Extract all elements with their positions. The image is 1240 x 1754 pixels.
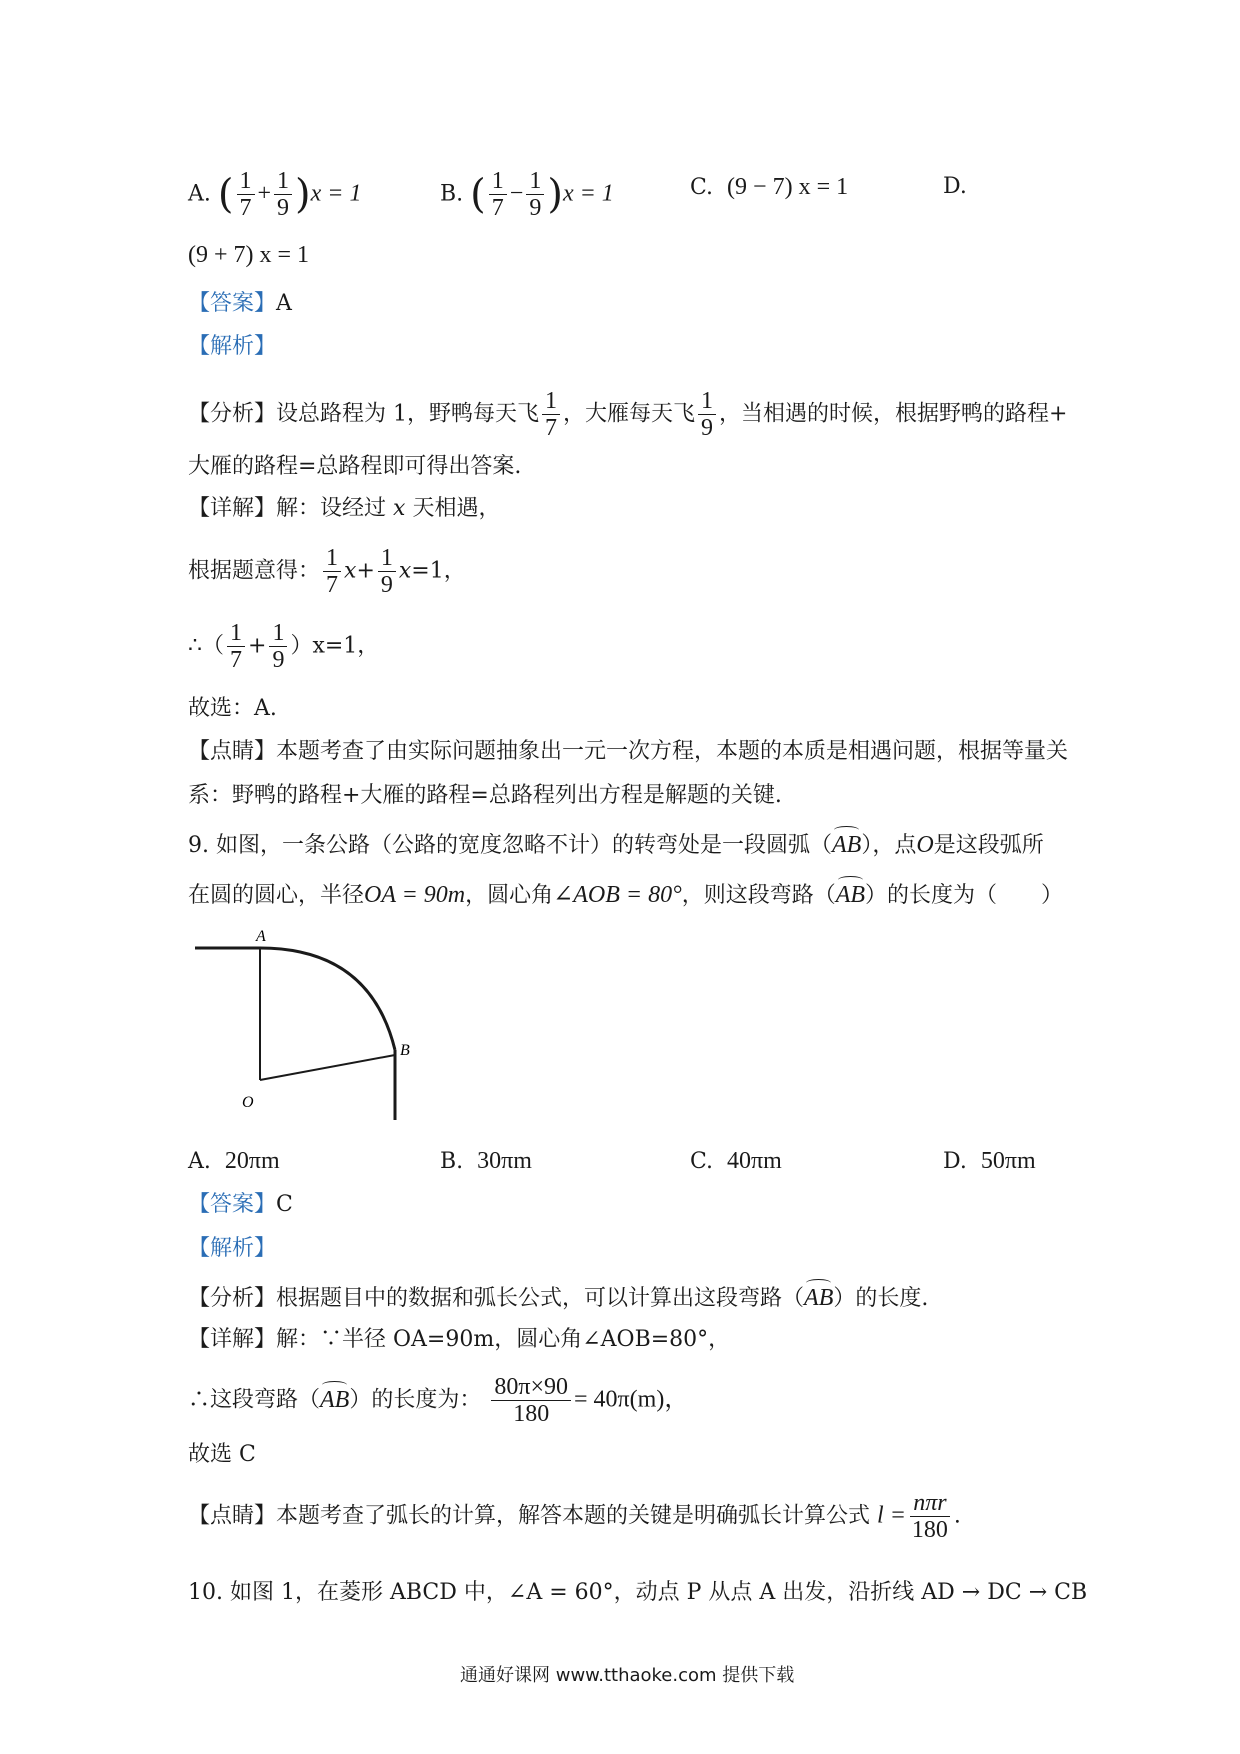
q9-option-d: D. 50πm xyxy=(943,1148,1036,1174)
q8-xiangjie: 【详解】解：设经过 x 天相遇， xyxy=(188,496,501,521)
q9-option-b: B. 30πm xyxy=(440,1148,532,1174)
q8-option-d-expr: (9 + 7) x = 1 xyxy=(188,242,310,268)
q8-dianjing: 【点睛】本题考查了由实际问题抽象出一元一次方程，本题的本质是相遇问题，根据等量关 xyxy=(188,739,1069,764)
q9-fenxi: 【分析】根据题目中的数据和弧长公式，可以计算出这段弯路（AB）的长度. xyxy=(188,1285,929,1311)
q9-calculation: ∴这段弯路（AB）的长度为： $\frac{80\pi\times 90}{180}$ = 40π(m)， xyxy=(188,1374,689,1427)
q8-answer: 【答案】A xyxy=(188,291,292,316)
label-b: B xyxy=(400,1042,410,1059)
footer-text: 通通好课网 www.tthaoke.com 提供下载 xyxy=(460,1665,795,1686)
label-o: O xyxy=(242,1094,254,1111)
radius-ob xyxy=(260,1055,395,1080)
q8-fenxi-line2: 大雁的路程=总路程即可得出答案. xyxy=(188,454,522,479)
q8-option-c: C. (9 − 7) x = 1 xyxy=(690,174,849,200)
q8-equation-2: ∴（ $\frac{1}{7}$ + $\frac{1}{9}$ ）x=1， xyxy=(188,620,380,673)
q9-guxuan: 故选 C xyxy=(188,1442,256,1467)
q8-dianjing-line2: 系：野鸭的路程+大雁的路程=总路程列出方程是解题的关键. xyxy=(188,783,782,808)
q9-dianjing: 【点睛】本题考查了弧长的计算，解答本题的关键是明确弧长计算公式 l = $\frac{\text{nπr}}{180}$ . xyxy=(188,1490,961,1543)
q8-guxuan: 故选：A. xyxy=(188,696,277,721)
arc-ab xyxy=(260,948,395,1050)
q10-stem: 10. 如图 1，在菱形 ABCD 中，∠A = 60°，动点 P 从点 A 出发，沿折线 AD → DC → CB xyxy=(188,1580,1088,1605)
q9-option-c: C. 40πm xyxy=(690,1148,782,1174)
q9-road-figure xyxy=(190,925,440,1135)
label-a: A xyxy=(256,928,266,945)
q8-option-a: A. ( $\frac{1}{7}$ + $\frac{1}{9}$ )x = 1 xyxy=(188,168,362,221)
q8-option-b: B. ( $\frac{1}{7}$ − $\frac{1}{9}$ )x = 1 xyxy=(440,168,614,221)
q8-jiexi-label: 【解析】 xyxy=(188,334,277,359)
q9-xiangjie: 【详解】解：∵半径 OA=90m，圆心角∠AOB=80°， xyxy=(188,1327,731,1352)
q9-option-a: A. 20πm xyxy=(188,1148,280,1174)
q8-fenxi: 【分析】设总路程为 1，野鸭每天飞 $\frac{1}{7}$ ，大雁每天飞 $\frac{1}{9}$ ，当相遇的时候，根据野鸭的路程+ xyxy=(188,388,1068,441)
q9-answer: 【答案】C xyxy=(188,1192,293,1217)
q9-stem-line2: 在圆的圆心，半径OA = 90m，圆心角∠AOB = 80°，则这段弯路（AB）的长度为（ ） xyxy=(188,882,1064,908)
q9-jiexi-label: 【解析】 xyxy=(188,1236,277,1261)
q8-equation-1: 根据题意得： $\frac{1}{7}$ x+ $\frac{1}{9}$ x=1， xyxy=(188,545,466,598)
q8-option-d-letter: D. xyxy=(943,174,967,199)
option-letter: A. xyxy=(188,181,211,207)
q9-stem-line1: 9. 如图，一条公路（公路的宽度忽略不计）的转弯处是一段圆弧（AB），点O是这段弧所 xyxy=(188,832,1044,858)
